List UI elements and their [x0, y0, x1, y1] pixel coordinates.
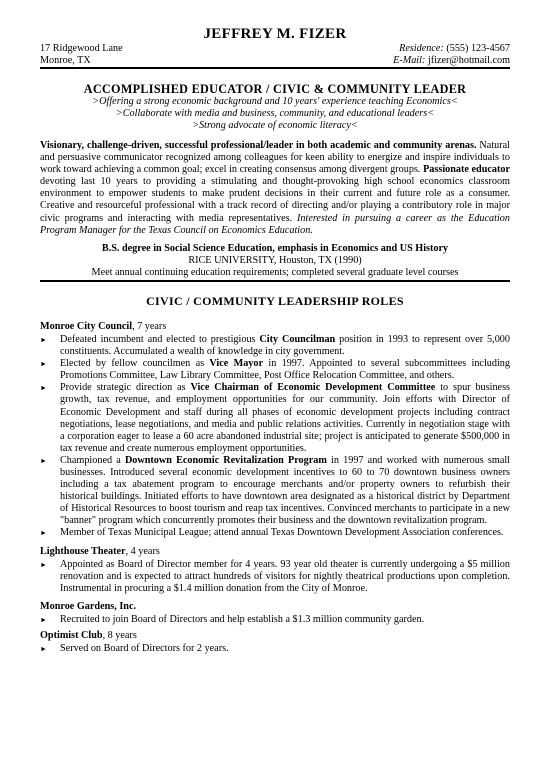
org-duration: , 7 years [132, 320, 167, 332]
bullet-icon: ► [40, 456, 47, 465]
residence-phone [399, 43, 510, 55]
tagline-2: >Collaborate with media and business, community, and educational leaders< [115, 108, 435, 119]
text: Recruited to join Board of Directors and help establish a $1.3 million community garden. [60, 614, 425, 625]
education-block [40, 243, 510, 279]
list-item [40, 643, 510, 655]
bullet-icon: ► [40, 616, 47, 624]
headline: ACCOMPLISHED EDUCATOR / CIVIC & COMMUNITY LEADER [83, 82, 467, 96]
list-item [40, 559, 510, 595]
bullet-list [40, 559, 510, 595]
bullet-icon: ► [40, 645, 47, 654]
text: Championed a [60, 454, 125, 466]
bullet-list [40, 614, 510, 626]
summary-body-1: Natural and persuasive communicator recognized among colleagues for keen ability to energize and inspire individuals to work toward achieving a common goal; excel in creating consensus among divergent groups. [40, 140, 510, 176]
text: position in 1993 to represent over 5,000 constituents. Accumulated a wealth of knowledge in city government. [60, 333, 510, 358]
contact-row-1 [40, 43, 510, 55]
text: in 1997 and worked with numerous small businesses. Introduced several economic development incentives to 60 to 70 downtown business owners including a tax abatement program to encourage merchants and/or property owners to refurbish their historical buildings. Initiated efforts to have downtown area designated as a historical district by Department of Historical Resources to boost tourism and reap tax incentives. Convinced merchants to participate in a new "banner" program which concurrently promotes their business and the downtown revitalization program. [60, 454, 511, 527]
summary-paragraph [40, 140, 510, 237]
residence-value: (555) 123-4567 [446, 43, 510, 54]
list-item [40, 358, 510, 382]
highlight: Vice Mayor [209, 358, 264, 370]
org-monroe-city-council [40, 321, 510, 540]
bullet-icon: ► [40, 360, 47, 369]
continuing-education: Meet annual continuing education requirements; completed several graduate level courses [91, 266, 459, 278]
text: Served on Board of Directors for 2 years. [60, 643, 229, 655]
address-line-2: Monroe, TX [40, 55, 91, 66]
org-optimist-club [40, 630, 510, 655]
summary-interest: Interested in pursuing a career as the Education Program Manager for the Texas Council on Economics Education. [40, 212, 510, 236]
bullet-icon: ► [40, 529, 47, 538]
list-item [40, 455, 510, 528]
tagline-1: >Offering a strong economic background and 10 years' experience teaching Economics< [92, 96, 458, 107]
summary-lead: Visionary, challenge-driven, successful professional/leader in both academic and community arenas. [40, 140, 477, 151]
section-title: CIVIC / COMMUNITY LEADERSHIP ROLES [146, 293, 404, 308]
text: in 1997. Appointed to several subcommittees including Promotions Committee, Law Library Committee, Post Office Relocation Committee, and others. [60, 358, 510, 382]
org-duration: , 8 years [102, 630, 137, 642]
tagline-3: >Strong advocate of economic literacy< [192, 120, 358, 131]
org-monroe-gardens [40, 601, 510, 626]
highlight: City Councilman [259, 333, 336, 345]
org-name: Optimist Club [40, 630, 103, 642]
school: RICE UNIVERSITY, Houston, TX (1990) [188, 254, 362, 266]
org-duration: , 4 years [125, 545, 160, 557]
list-item [40, 527, 510, 539]
text: to spur business growth, tax revenue, and employment opportunities for our community. Join efforts with Director of Economic Development and staff during all phases of economic development projects including contract negotiations, lease negotiations, and media and public relations activities. Currently in negotiation stage with a corporation eager to lease a 60 acre abandoned industrial site; project is anticipated to generate $500,000 in tax revenue and create numerous employment opportunities. [60, 382, 510, 454]
highlight: Downtown Economic Revitalization Program [124, 454, 327, 466]
contact-row-2 [40, 55, 510, 67]
list-item [40, 334, 510, 358]
header-divider [40, 67, 510, 69]
residence-label: Residence: [399, 43, 444, 54]
summary-body-2: devoting last 10 years to providing a stimulating and thought-provoking high school economics classroom environment to empower students to make prudent decisions in their current and future role as a consumer. Creative and resourceful professional with a track record of directing and/or playing a contributory role in major civic programs and interacting with media representatives. [40, 176, 510, 224]
list-item [40, 382, 510, 455]
address-line-1: 17 Ridgewood Lane [40, 43, 123, 54]
text: Appointed as Board of Director member for 4 years. 93 year old theater is currently undergoing a $5 million renovation and is expected to attract hundreds of visitors for nightly theatrical productions upon completion. Instrumental in procuring a $1.4 million donation from the City of Monroe. [60, 558, 510, 594]
education-divider [40, 280, 510, 282]
email-value: jfizer@hotmail.com [427, 55, 510, 66]
org-name: Lighthouse Theater [40, 545, 126, 557]
bullet-list [40, 334, 510, 540]
bullet-icon: ► [40, 384, 47, 393]
text: Member of Texas Municipal League; attend annual Texas Downtown Development Association conferences. [60, 527, 504, 539]
text: Defeated incumbent and elected to prestigious [60, 333, 260, 345]
highlight: Vice Chairman of Economic Development Committee [190, 382, 436, 394]
list-item [40, 614, 510, 626]
org-lighthouse-theater [40, 546, 510, 595]
email-label: E-Mail: [393, 55, 426, 66]
bullet-list [40, 643, 510, 655]
candidate-name: JEFFREY M. FIZER [203, 26, 347, 42]
bullet-icon: ► [40, 335, 47, 344]
text: Provide strategic direction as [60, 382, 191, 394]
org-name: Monroe Gardens, Inc. [40, 600, 137, 612]
email [393, 55, 510, 67]
org-name: Monroe City Council [40, 320, 133, 332]
passion-label: Passionate educator [423, 164, 511, 176]
text: Elected by fellow councilmen as [60, 358, 210, 370]
bullet-icon: ► [40, 560, 47, 569]
degree: B.S. degree in Social Science Education, emphasis in Economics and US History [101, 242, 449, 254]
